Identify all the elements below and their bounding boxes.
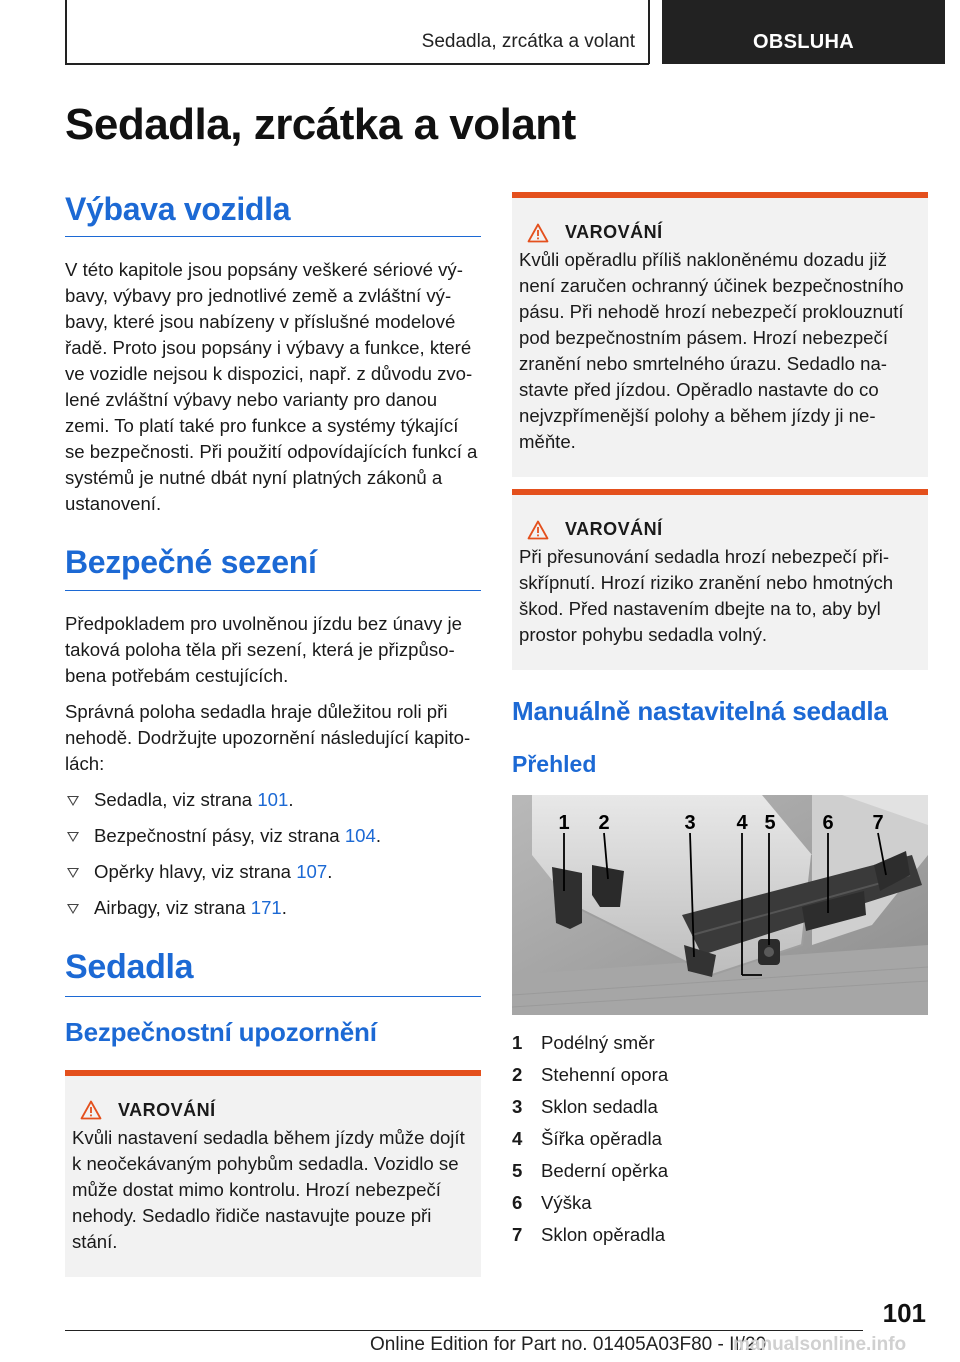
warning-title: VAROVÁNÍ xyxy=(118,1099,216,1120)
bezpecne-paragraph-1: Předpokladem pro uvolněnou jízdu bez únavy je taková poloha těla při sezení, která je přizpůso-bena potřebám cestujících. xyxy=(65,612,462,686)
list-item-end: . xyxy=(288,788,294,810)
page-title: Sedadla, zrcátka a volant xyxy=(65,100,576,149)
page-link[interactable]: 107 xyxy=(296,860,328,882)
header-chapter-label: OBSLUHA xyxy=(753,30,854,53)
warning-triangle-icon xyxy=(527,223,549,243)
legend-item xyxy=(512,1059,928,1091)
list-item-text: Sedadla, viz strana xyxy=(94,788,258,810)
header-rule-mid xyxy=(648,0,650,64)
list-item-text: Bezpečnostní pásy, viz strana xyxy=(94,824,345,846)
list-item-text: Airbagy, viz strana xyxy=(94,896,251,918)
header-chapter-tab xyxy=(662,0,945,64)
warning-title: VAROVÁNÍ xyxy=(565,222,663,242)
list-item-text: Opěrky hlavy, viz strana xyxy=(94,860,297,882)
warning-box xyxy=(512,489,928,670)
page-link[interactable]: 171 xyxy=(250,896,282,918)
header-rule-left xyxy=(65,0,67,64)
legend-number: 2 xyxy=(512,1063,523,1085)
page-link[interactable]: 101 xyxy=(257,788,289,810)
warning-text: Kvůli nastavení sedadla během jízdy může dojít k neočekávaným pohybům sedadla. Vozidlo se může dostat mimo kontrolu. Hrozí nebezpečí nehody. Sedadlo řidiče nastavujte pouze při stání. xyxy=(72,1126,465,1252)
legend-item xyxy=(512,1123,928,1155)
figure-callout-7: 7 xyxy=(872,811,884,834)
warning-box xyxy=(512,192,928,477)
triangle-bullet-icon xyxy=(67,796,79,806)
heading-sedadla: Sedadla xyxy=(65,947,481,997)
legend-label: Podélný směr xyxy=(541,1031,655,1053)
legend-number: 6 xyxy=(512,1191,523,1213)
warning-header xyxy=(72,1100,473,1121)
header-rule-bottom xyxy=(65,63,649,65)
triangle-bullet-icon xyxy=(67,868,79,878)
vybava-paragraph: V této kapitole jsou popsány veškeré sériové vý-bavy, výbavy pro jednotlivé země a zvláštní vý-bavy, které jsou nabízeny v příslušné modelové řadě. Proto jsou popsány i výbavy a funkce, které ve vozidle nejsou k dispozici, např. z důvodu zvo-lené zvláštní výbavy nebo varianty pro danou zemi. To platí také pro funkce a systémy týkající se bezpečnosti. Při použití odpovídajících funkcí a systémů je nutné dbát nyní platných zákonů a ustanovení. xyxy=(65,259,478,515)
figure-callout-6: 6 xyxy=(822,811,834,834)
legend-number: 5 xyxy=(512,1159,523,1181)
triangle-bullet-icon xyxy=(67,832,79,842)
figure-callout-2: 2 xyxy=(598,811,610,834)
list-item-end: . xyxy=(375,824,382,846)
legend-number: 1 xyxy=(512,1031,523,1053)
warning-text: Kvůli opěradlu příliš nakloněnému dozadu již není zaručen ochranný účinek bezpečnostního pásu. Při nehodě hrozí nebezpečí proklouznutí pod bezpečnostním pásem. Hrozí nebezpečí zranění nebo smrtelného úrazu. Sedadlo na-stavte před jízdou. Opěradlo nastavte do co nejvzpřímenější polohy a během jízdy ji ne-měňte. xyxy=(519,249,904,452)
legend-item xyxy=(512,1187,928,1219)
list-item-end: . xyxy=(281,896,287,918)
legend-label: Sklon opěradla xyxy=(541,1223,666,1245)
figure-callout-3: 3 xyxy=(684,811,696,834)
footer-edition: Online Edition for Part no. 01405A03F80 - II/20 xyxy=(370,1334,767,1355)
legend-number: 7 xyxy=(512,1223,523,1245)
warning-text: Při přesunování sedadla hrozí nebezpečí při-skřípnutí. Hrozí riziko zranění nebo hmotných škod. Před nastavením dbejte na to, aby byl prostor pohybu sedadla volný. xyxy=(519,546,894,645)
list-item xyxy=(65,859,481,885)
figure-callout-5: 5 xyxy=(764,811,776,834)
seat-controls-figure xyxy=(512,795,928,1015)
footer-watermark: manualsonline.info xyxy=(733,1334,907,1355)
right-column xyxy=(512,192,928,1251)
warning-header xyxy=(519,222,920,243)
legend-label: Bederní opěrka xyxy=(541,1159,669,1181)
legend-label: Výška xyxy=(541,1191,592,1213)
left-column xyxy=(65,190,481,1277)
legend-number: 4 xyxy=(512,1127,523,1149)
warning-triangle-icon xyxy=(527,520,549,540)
heading-manualne-nastavitelna-sedadla: Manuálně nastavitelná sedadla xyxy=(512,696,888,726)
bezpecne-paragraph-2: Správná poloha sedadla hraje důležitou roli při nehodě. Dodržujte upozornění následující kapito-lách: xyxy=(65,700,471,774)
list-item-end: . xyxy=(327,860,333,882)
list-item xyxy=(65,787,481,813)
heading-vybava-vozidla: Výbava vozidla xyxy=(65,190,481,237)
legend-label: Šířka opěradla xyxy=(541,1127,662,1149)
legend-item xyxy=(512,1091,928,1123)
heading-prehled: Přehled xyxy=(512,751,597,778)
figure-callout-1: 1 xyxy=(558,811,570,834)
triangle-bullet-icon xyxy=(67,904,79,914)
page-link[interactable]: 104 xyxy=(344,824,376,846)
legend-item xyxy=(512,1219,928,1251)
legend-label: Sklon sedadla xyxy=(541,1095,658,1117)
footer-rule xyxy=(65,1330,863,1331)
header-section-title: Sedadla, zrcátka a volant xyxy=(421,31,635,52)
legend-item xyxy=(512,1155,928,1187)
legend-label: Stehenní opora xyxy=(541,1063,669,1085)
warning-box xyxy=(65,1070,481,1277)
page-number: 101 xyxy=(882,1298,926,1328)
reference-list xyxy=(65,787,481,921)
warning-header xyxy=(519,519,920,540)
legend-item xyxy=(512,1027,928,1059)
figure-callout-4: 4 xyxy=(736,811,748,834)
legend-number: 3 xyxy=(512,1095,523,1117)
heading-bezpecnostni-upozorneni: Bezpečnostní upozornění xyxy=(65,1016,377,1047)
warning-title: VAROVÁNÍ xyxy=(565,519,663,539)
warning-triangle-icon xyxy=(80,1100,102,1120)
list-item xyxy=(65,895,481,921)
heading-bezpecne-sezeni: Bezpečné sezení xyxy=(65,543,481,590)
figure-legend xyxy=(512,1027,928,1251)
list-item xyxy=(65,823,481,849)
